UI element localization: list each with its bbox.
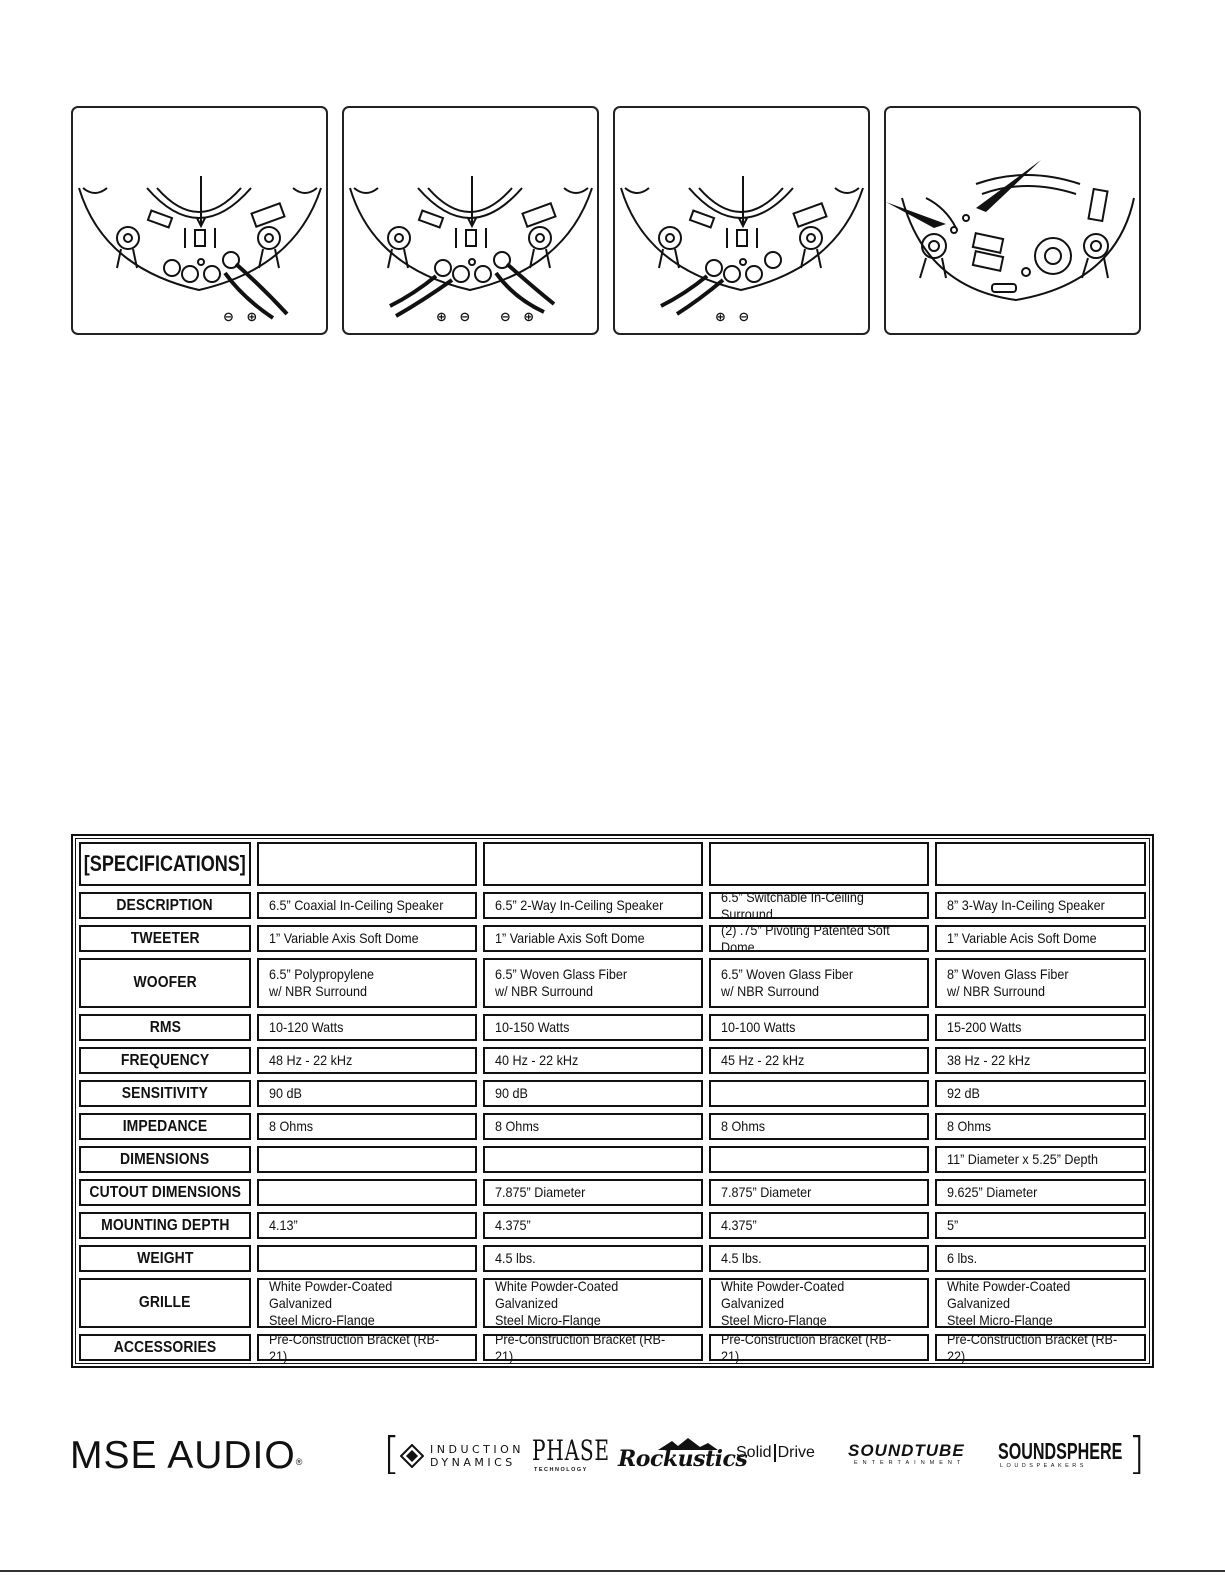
divider: [774, 1444, 776, 1462]
spec-value: 5”: [947, 1217, 959, 1233]
rockustics-logo: [618, 1438, 748, 1474]
spec-value-cell: [254, 1209, 480, 1242]
spec-value-cell: [254, 1143, 480, 1176]
spec-value-cell: [706, 1331, 932, 1364]
spec-value-cell: [932, 889, 1149, 922]
spec-value-cell: [932, 1011, 1149, 1044]
spec-value: (2) .75” Pivoting Patented Soft Dome: [721, 921, 890, 955]
induction-text: INDUCTION: [430, 1443, 525, 1456]
spec-label-cell: [76, 1242, 254, 1275]
phase-technology-logo: [532, 1434, 610, 1476]
spec-value-cell: [932, 955, 1149, 1011]
spec-value: 8” 3-Way In-Ceiling Speaker: [947, 897, 1105, 913]
spec-value-cell: [480, 889, 706, 922]
specifications-title-cell: [76, 839, 254, 889]
spec-value-cell: [480, 1331, 706, 1364]
soliddrive-logo: [736, 1444, 840, 1468]
spec-value: 38 Hz - 22 kHz: [947, 1052, 1031, 1068]
soundsphere-logo: [998, 1439, 1138, 1473]
spec-value-cell: [706, 1011, 932, 1044]
spec-label: TWEETER: [130, 929, 200, 947]
spec-value-cell: [254, 955, 480, 1011]
spec-value: 4.5 lbs.: [721, 1250, 762, 1266]
speaker-terminal-illustration: [73, 108, 326, 333]
spec-value-cell: [480, 1242, 706, 1275]
spec-value-cell: [932, 1110, 1149, 1143]
induction-dynamics-logo: [400, 1441, 525, 1471]
speaker-terminal-illustration: [615, 108, 868, 333]
spec-value-cell: [254, 1110, 480, 1143]
spec-label: FREQUENCY: [120, 1051, 210, 1069]
spec-value-cell: [254, 1331, 480, 1364]
loudspeakers-text: LOUDSPEAKERS: [1000, 1463, 1087, 1469]
spec-value-cell: [480, 1044, 706, 1077]
spec-value-cell: [254, 922, 480, 955]
soundtube-text: SOUNDTUBE: [848, 1441, 965, 1460]
spec-label: DESCRIPTION: [116, 896, 214, 914]
spec-value: Pre-Construction Bracket (RB-22): [947, 1330, 1118, 1364]
diamond-icon: [400, 1444, 424, 1468]
spec-label: CUTOUT DIMENSIONS: [89, 1183, 241, 1201]
spec-value-cell: [480, 922, 706, 955]
spec-label-cell: [76, 889, 254, 922]
spec-value-cell: [932, 1331, 1149, 1364]
spec-label-cell: [76, 1209, 254, 1242]
spec-value-cell: [480, 1209, 706, 1242]
phase-text: PHASE: [532, 1434, 610, 1467]
spec-value: 1” Variable Axis Soft Dome: [495, 930, 645, 946]
spec-value-cell: [254, 1077, 480, 1110]
spec-value: Pre-Construction Bracket (RB-21): [269, 1330, 440, 1364]
polarity-symbols: ⊕ ⊖ ⊖ ⊕: [436, 310, 539, 325]
spec-value-cell: [254, 1242, 480, 1275]
spec-value: 10-120 Watts: [269, 1019, 344, 1035]
spec-value: 6 lbs.: [947, 1250, 978, 1266]
spec-value-cell: [706, 1077, 932, 1110]
spec-value-cell: [932, 1077, 1149, 1110]
model-header-cell: [706, 839, 932, 889]
specifications-title: [SPECIFICATIONS]: [83, 851, 247, 876]
open-bracket: [: [383, 1428, 401, 1479]
spec-label: SENSITIVITY: [121, 1084, 209, 1102]
spec-value: 6.5” 2-Way In-Ceiling Speaker: [495, 897, 664, 913]
wiring-diagram-2: [342, 106, 599, 335]
spec-value: 8 Ohms: [495, 1118, 540, 1134]
spec-value-cell: [254, 1044, 480, 1077]
spec-label-cell: [76, 1011, 254, 1044]
spec-value-cell: [254, 1011, 480, 1044]
spec-value-cell: [706, 1275, 932, 1331]
spec-value: 10-150 Watts: [495, 1019, 570, 1035]
wiring-diagram-1: [71, 106, 328, 335]
drive-text: Drive: [777, 1444, 815, 1462]
brand-logo-strip: [70, 1428, 1146, 1479]
speaker-terminal-illustration: [344, 108, 597, 333]
page-bottom-rule: [0, 1570, 1225, 1572]
spec-value: 10-100 Watts: [721, 1019, 796, 1035]
spec-label-cell: [76, 955, 254, 1011]
spec-value: 7.875” Diameter: [721, 1184, 812, 1200]
spec-value-cell: [706, 889, 932, 922]
spec-value-cell: [480, 1077, 706, 1110]
spec-value-cell: [480, 1110, 706, 1143]
polarity-symbols: ⊕ ⊖: [715, 310, 754, 325]
wiring-diagram-4: [884, 106, 1141, 335]
spec-value-cell: [932, 1176, 1149, 1209]
spec-value-cell: [932, 922, 1149, 955]
spec-value-cell: [480, 955, 706, 1011]
speaker-terminal-illustration: [886, 108, 1139, 333]
spec-value: Pre-Construction Bracket (RB-21): [721, 1330, 892, 1364]
registered-mark: ®: [295, 1457, 304, 1467]
spec-value: 45 Hz - 22 kHz: [721, 1052, 805, 1068]
spec-value: 4.13”: [269, 1217, 298, 1233]
spec-label-cell: [76, 1110, 254, 1143]
spec-label-cell: [76, 922, 254, 955]
spec-label: WEIGHT: [136, 1249, 194, 1267]
spec-value: 6.5” Switchable In-Ceiling Surround: [721, 888, 864, 922]
spec-label: WOOFER: [133, 974, 197, 991]
dynamics-text: DYNAMICS: [430, 1456, 516, 1469]
spec-value: 1” Variable Axis Soft Dome: [269, 930, 419, 946]
soundtube-logo: [848, 1442, 988, 1472]
spec-value-cell: [932, 1209, 1149, 1242]
spec-value: 7.875” Diameter: [495, 1184, 586, 1200]
spec-label-cell: [76, 1143, 254, 1176]
spec-label: MOUNTING DEPTH: [100, 1216, 230, 1234]
spec-value: 4.375”: [721, 1217, 757, 1233]
spec-value: 90 dB: [495, 1085, 528, 1101]
spec-value-cell: [706, 1176, 932, 1209]
spec-value: 90 dB: [269, 1085, 302, 1101]
spec-value: 40 Hz - 22 kHz: [495, 1052, 579, 1068]
spec-value-cell: [706, 1242, 932, 1275]
spec-value-cell: [932, 1143, 1149, 1176]
spec-value: White Powder-Coated Galvanized Steel Micro-Flange: [495, 1277, 619, 1328]
spec-value: 9.625” Diameter: [947, 1184, 1038, 1200]
spec-value-cell: [706, 922, 932, 955]
spec-value: 11” Diameter x 5.25” Depth: [947, 1151, 1099, 1167]
spec-value-cell: [254, 889, 480, 922]
spec-value-cell: [706, 1110, 932, 1143]
spec-label-cell: [76, 1077, 254, 1110]
spec-value-cell: [254, 1176, 480, 1209]
model-header-cell: [932, 839, 1149, 889]
spec-value-cell: [706, 1044, 932, 1077]
spec-value: 4.5 lbs.: [495, 1250, 536, 1266]
spec-value-cell: [706, 955, 932, 1011]
model-header-cell: [480, 839, 706, 889]
spec-label: RMS: [149, 1018, 181, 1036]
spec-value: 6.5” Woven Glass Fiber w/ NBR Surround: [495, 966, 628, 999]
entertainment-text: ENTERTAINMENT: [854, 1460, 966, 1466]
spec-value-cell: [480, 1275, 706, 1331]
spec-value-cell: [932, 1275, 1149, 1331]
close-bracket: ]: [1128, 1428, 1146, 1479]
spec-value: 8 Ohms: [721, 1118, 766, 1134]
soundsphere-text: SOUNDSPHERE: [998, 1438, 1123, 1464]
spec-label-cell: [76, 1275, 254, 1331]
spec-label: GRILLE: [139, 1294, 191, 1311]
spec-value: 6.5” Coaxial In-Ceiling Speaker: [269, 897, 444, 913]
spec-value: Pre-Construction Bracket (RB-21): [495, 1330, 666, 1364]
spec-value: 1” Variable Acis Soft Dome: [947, 930, 1097, 946]
solid-text: Solid: [736, 1444, 772, 1462]
spec-value-cell: [706, 1209, 932, 1242]
spec-value: 8 Ohms: [947, 1118, 992, 1134]
spec-label: DIMENSIONS: [120, 1150, 210, 1168]
spec-label-cell: [76, 1331, 254, 1364]
spec-value: White Powder-Coated Galvanized Steel Micro-Flange: [721, 1277, 845, 1328]
specifications-table: [71, 834, 1154, 1368]
spec-value: White Powder-Coated Galvanized Steel Micro-Flange: [269, 1277, 393, 1328]
spec-value-cell: [706, 1143, 932, 1176]
spec-value-cell: [480, 1176, 706, 1209]
polarity-symbols: ⊖ ⊕: [223, 310, 262, 325]
spec-value: 8” Woven Glass Fiber w/ NBR Surround: [947, 966, 1069, 999]
spec-value: 6.5” Woven Glass Fiber w/ NBR Surround: [721, 966, 854, 999]
spec-label-cell: [76, 1176, 254, 1209]
model-header-cell: [254, 839, 480, 889]
spec-value: 92 dB: [947, 1085, 980, 1101]
spec-value: 48 Hz - 22 kHz: [269, 1052, 353, 1068]
spec-label: IMPEDANCE: [122, 1117, 208, 1135]
spec-value: White Powder-Coated Galvanized Steel Micro-Flange: [947, 1277, 1071, 1328]
spec-label: ACCESSORIES: [113, 1338, 217, 1356]
wiring-diagram-3: [613, 106, 870, 335]
spec-value-cell: [932, 1242, 1149, 1275]
mse-audio-logo: [70, 1434, 303, 1478]
spec-value: 8 Ohms: [269, 1118, 314, 1134]
spec-value: 4.375”: [495, 1217, 531, 1233]
technology-text: TECHNOLOGY: [534, 1467, 588, 1473]
spec-value-cell: [480, 1011, 706, 1044]
spec-value: 6.5” Polypropylene w/ NBR Surround: [269, 966, 375, 999]
mse-audio-text: MSE AUDIO: [70, 1434, 296, 1477]
spec-value: 15-200 Watts: [947, 1019, 1022, 1035]
spec-value-cell: [932, 1044, 1149, 1077]
spec-label-cell: [76, 1044, 254, 1077]
spec-value-cell: [254, 1275, 480, 1331]
rockustics-text: Rockustics: [618, 1446, 748, 1472]
spec-value-cell: [480, 1143, 706, 1176]
